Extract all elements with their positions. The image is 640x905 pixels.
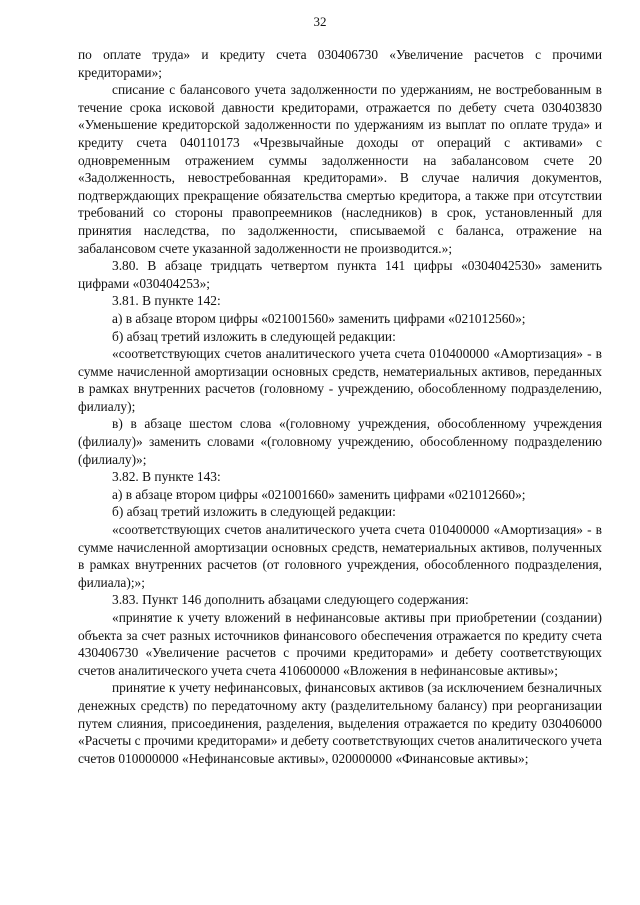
paragraph-8: в) в абзаце шестом слова «(головному учреждения, обособленному учреждения (филиалу)» заменить словами «(головному учреждению, обособленному подразделению (филиалу)»; xyxy=(78,416,602,467)
document-body xyxy=(78,46,602,767)
paragraph-1: по оплате труда» и кредиту счета 030406730 «Увеличение расчетов с прочими кредиторами»; xyxy=(78,47,602,80)
page-number: 32 xyxy=(313,14,327,29)
paragraph-2: списание с балансового учета задолженности по удержаниям, не востребованным в течение срока исковой давности кредиторами, отражается по дебету счета 030403830 «Уменьшение кредиторской задолженности по удержаниям из выплат по оплате труда» и кредиту счета 040110173 «Чрезвычайные доходы от операций с активами» с одновременным отражением суммы задолженности на забалансовом счете 20 «Задолженность, невостребованная кредиторами». В случае наличия документов, подтверждающих прекращение обязательства смертью кредитора, а также при отсутствии требований со стороны правопреемников (наследников) в срок, установленный для принятия наследства, по задолженности, списываемой с баланса, отражение на забалансовом счете указанной задолженности не производится.»; xyxy=(78,82,602,256)
paragraph-14: «принятие к учету вложений в нефинансовые активы при приобретении (создании) объекта за счет разных источников финансового обеспечения отражается по кредиту счета 430406730 «Увеличение расчетов с прочими кредиторами» и дебету соответствующих счетов аналитического учета счета 410600000 «Вложения в нефинансовые активы»; xyxy=(78,610,602,678)
paragraph-15: принятие к учету нефинансовых, финансовых активов (за исключением безналичных денежных средств) по передаточному акту (разделительному балансу) при реорганизации путем слияния, присоединения, разделения, выделения отражается по кредиту 030406000 «Расчеты с прочими кредиторами» и дебету соответствующих счетов аналитического учета счетов 010000000 «Нефинансовые активы», 020000000 «Финансовые активы»; xyxy=(78,680,602,766)
paragraph-9: 3.82. В пункте 143: xyxy=(112,469,221,485)
paragraph-3: 3.80. В абзаце тридцать четвертом пункта 141 цифры «0304042530» заменить цифрами «030404253»; xyxy=(78,258,602,291)
paragraph-4: 3.81. В пункте 142: xyxy=(112,293,221,309)
paragraph-10: а) в абзаце втором цифры «021001660» заменить цифрами «021012660»; xyxy=(112,486,526,502)
paragraph-6: б) абзац третий изложить в следующей редакции: xyxy=(112,328,396,344)
paragraph-5: а) в абзаце втором цифры «021001560» заменить цифрами «021012560»; xyxy=(112,310,526,326)
paragraph-13: 3.83. Пункт 146 дополнить абзацами следующего содержания: xyxy=(112,592,469,608)
paragraph-12: «соответствующих счетов аналитического учета счета 010400000 «Амортизация» - в сумме начисленной амортизации основных средств, нематериальных активов, полученных в рамках внутренних расчетов (от головного учреждения, обособленного подразделения, филиала);»; xyxy=(78,522,602,590)
paragraph-7: «соответствующих счетов аналитического учета счета 010400000 «Амортизация» - в сумме начисленной амортизации основных средств, нематериальных активов, переданных в рамках внутренних расчетов (головному - учреждению, обособленному подразделению, филиалу); xyxy=(78,346,602,414)
paragraph-11: б) абзац третий изложить в следующей редакции: xyxy=(112,504,396,520)
